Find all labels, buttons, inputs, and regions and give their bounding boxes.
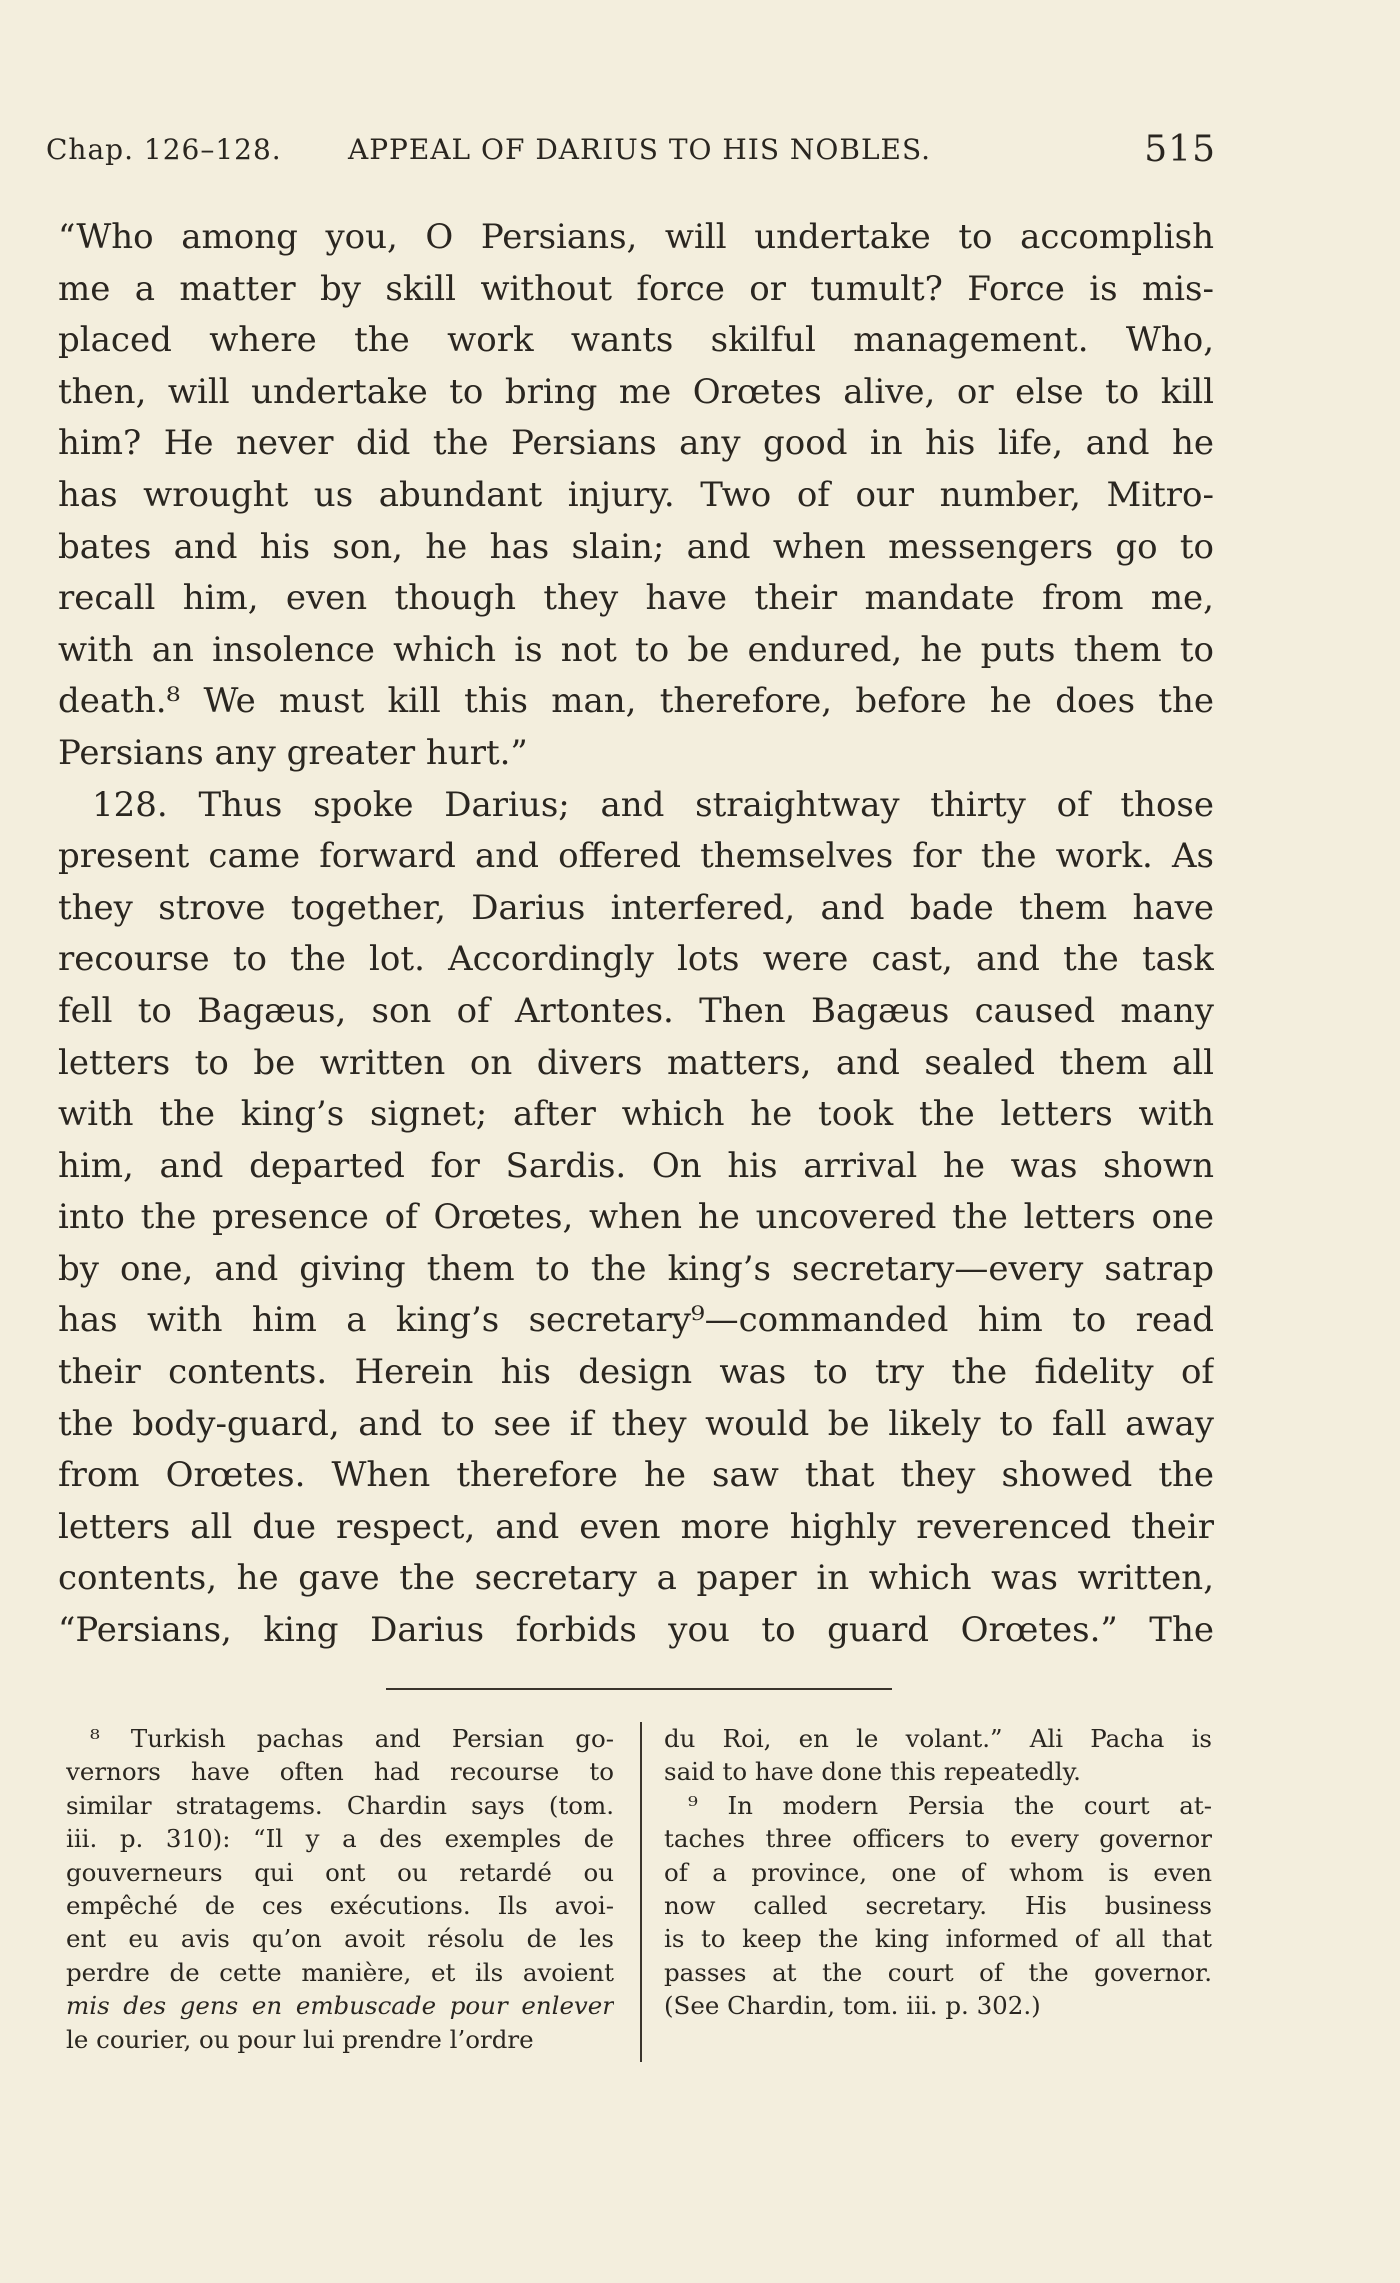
text-line: bates and his son, he has slain; and when messengers go to [58, 526, 1214, 567]
text-line: contents, he gave the secretary a paper in which was written, [58, 1558, 1214, 1599]
footnote-line: is to keep the king informed of all that [664, 1924, 1212, 1954]
text-line: with the king’s signet; after which he took the letters with [58, 1094, 1214, 1135]
text-line: Persians any greater hurt.” [58, 732, 528, 773]
footnote-line: le courier, ou pour lui prendre l’ordre [66, 2024, 534, 2054]
footnote-line: ⁹ In modern Persia the court at- [688, 1790, 1212, 1820]
page-number: 515 [1144, 129, 1216, 170]
footnote-line: of a province, one of whom is even [664, 1857, 1212, 1887]
text-line: then, will undertake to bring me Orœtes alive, or else to kill [58, 371, 1214, 412]
text-line: letters to be written on divers matters, and sealed them all [58, 1042, 1214, 1083]
text-line: present came forward and offered themselves for the work. As [58, 836, 1214, 877]
footnote-line: iii. p. 310): “Il y a des exemples de [66, 1824, 614, 1854]
footnote-line: taches three officers to every governor [664, 1824, 1212, 1854]
footnote-line: mis des gens en embuscade pour enlever [66, 1991, 614, 2021]
footnote-line: empêché de ces exécutions. Ils avoi- [66, 1890, 614, 1920]
text-line: into the presence of Orœtes, when he uncovered the letters one [58, 1197, 1214, 1238]
text-line: death.⁸ We must kill this man, therefore, before he does the [58, 681, 1214, 722]
text-line: him? He never did the Persians any good in his life, and he [58, 423, 1214, 464]
chapter-reference: Chap. 126–128. [46, 133, 282, 166]
footnote-line: passes at the court of the governor. [664, 1957, 1212, 1987]
text-line: the body-guard, and to see if they would be likely to fall away [58, 1403, 1214, 1444]
text-line: they strove together, Darius interfered, and bade them have [58, 887, 1214, 928]
footnote-line: vernors have often had recourse to [66, 1757, 614, 1787]
footnote-line: similar stratagems. Chardin says (tom. [66, 1790, 614, 1820]
running-title: APPEAL OF DARIUS TO HIS NOBLES. [348, 133, 932, 166]
text-line: with an insolence which is not to be endured, he puts them to [58, 629, 1214, 670]
text-line: him, and departed for Sardis. On his arrival he was shown [58, 1145, 1214, 1186]
main-text [58, 212, 1214, 1657]
footnote-line: du Roi, en le volant.” Ali Pacha is [664, 1724, 1212, 1753]
text-line: has wrought us abundant injury. Two of our number, Mitro- [58, 474, 1214, 515]
text-line: fell to Bagæus, son of Artontes. Then Bagæus caused many [58, 990, 1214, 1031]
running-header [46, 129, 1216, 173]
text-line: by one, and giving them to the king’s secretary—every satrap [58, 1248, 1214, 1289]
footnote-line: gouverneurs qui ont ou retardé ou [66, 1857, 614, 1887]
text-line: letters all due respect, and even more highly reverenced their [58, 1506, 1214, 1547]
text-line: me a matter by skill without force or tumult? Force is mis- [58, 268, 1214, 309]
text-line: recall him, even though they have their mandate from me, [58, 578, 1214, 619]
footnote-column-left [66, 1722, 614, 2056]
text-line: their contents. Herein his design was to try the fidelity of [58, 1352, 1214, 1393]
footnote-line: now called secretary. His business [664, 1890, 1212, 1920]
text-line: has with him a king’s secretary⁹—commanded him to read [58, 1300, 1214, 1341]
text-line: “Persians, king Darius forbids you to guard Orœtes.” The [58, 1610, 1214, 1651]
footnote-line: ent eu avis qu’on avoit résolu de les [66, 1924, 614, 1954]
text-line: 128. Thus spoke Darius; and straightway thirty of those [92, 784, 1214, 825]
footnote-line: said to have done this repeatedly. [664, 1757, 1081, 1787]
text-line: recourse to the lot. Accordingly lots were cast, and the task [58, 939, 1214, 980]
footnote-line: (See Chardin, tom. iii. p. 302.) [664, 1991, 1041, 2021]
footnote-column-divider [640, 1722, 642, 2062]
footnote-line: ⁸ Turkish pachas and Persian go- [90, 1724, 614, 1753]
text-line: from Orœtes. When therefore he saw that they showed the [58, 1455, 1214, 1496]
footnote-column-right [664, 1722, 1212, 2023]
text-line: “Who among you, O Persians, will undertake to accomplish [58, 217, 1214, 257]
footnote-line: perdre de cette manière, et ils avoient [66, 1957, 614, 1987]
footnote-rule [386, 1688, 892, 1690]
text-line: placed where the work wants skilful management. Who, [58, 320, 1214, 361]
